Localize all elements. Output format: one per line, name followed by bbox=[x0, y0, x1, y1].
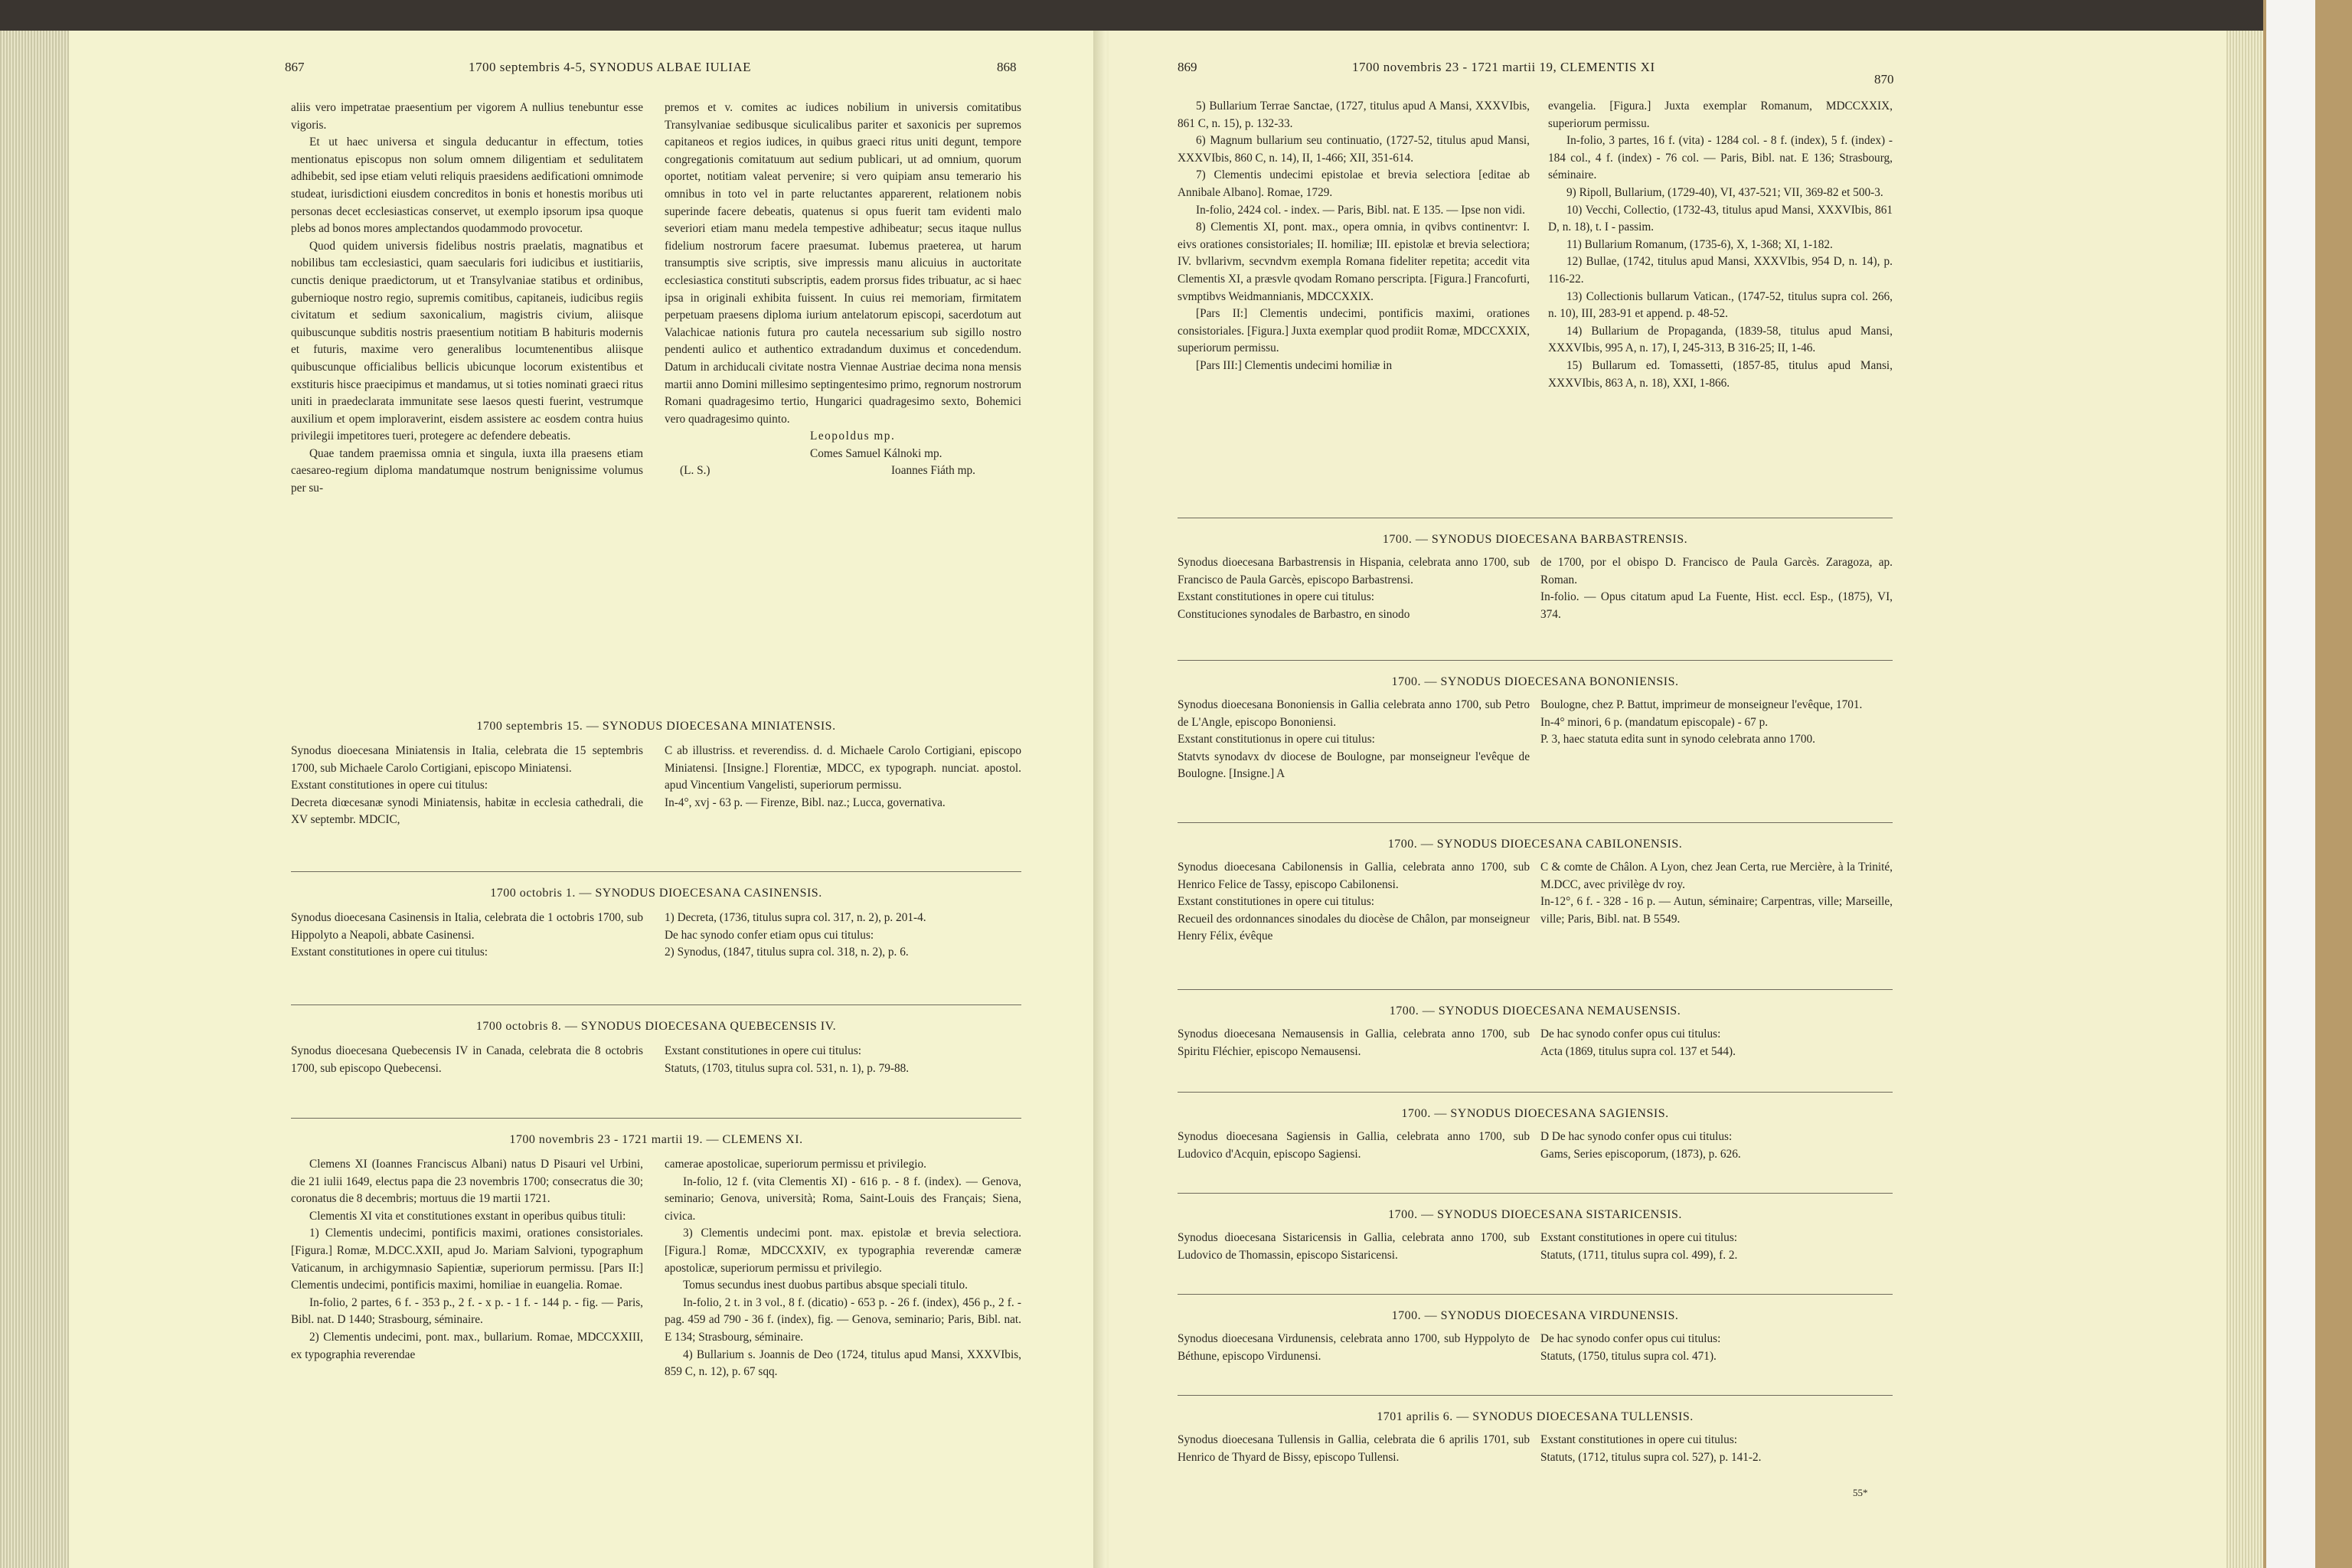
divider bbox=[1178, 1092, 1893, 1093]
paragraph: In-folio, 3 partes, 16 f. (vita) - 1284 col. - 8 f. (index), 5 f. (index) - 184 col., 4 f. (index) - 76 col. — Paris, Bibl. nat. E 136; Strasbourg, séminaire. bbox=[1548, 134, 1893, 182]
section-title-tullensis: 1701 aprilis 6. — SYNODUS DIOECESANA TULLENSIS. bbox=[1377, 1410, 1694, 1423]
paragraph: evangelia. [Figura.] Juxta exemplar Romanum, MDCCXXIX, superiorum permissu. bbox=[1548, 100, 1893, 130]
page-number-868: 868 bbox=[997, 60, 1017, 74]
paragraph: 6) Magnum bullarium seu continuatio, (1727-52, titulus apud Mansi, XXXVIbis, 860 C, n. 14), II, 1-466; XII, 351-614. bbox=[1178, 134, 1530, 165]
section-text: Synodus dioecesana Nemausensis in Gallia, celebrata anno 1700, sub Spiritu Fléchier, episcopo Nemausensi. bbox=[1178, 1027, 1530, 1058]
section-text: Synodus dioecesana Sagiensis in Gallia, celebrata anno 1700, sub Ludovico d'Acquin, episcopo Sagiensi. bbox=[1178, 1130, 1530, 1161]
left-upper-col-b bbox=[665, 100, 1021, 480]
section-text: Synodus dioecesana Barbastrensis in Hispania, celebrata anno 1700, sub Francisco de Paula Garcès, episcopo Barbastrensi. Exstant constitutiones in opere cui titulus: Constituciones synodales de Barbastro, en sinodo bbox=[1178, 556, 1530, 621]
paragraph: 4) Bullarium s. Joannis de Deo (1724, titulus apud Mansi, XXXVIbis, 859 C, n. 12), p. 67 sqq. bbox=[665, 1348, 1021, 1379]
section-text: Boulogne, chez P. Battut, imprimeur de monseigneur l'evêque, 1701. In-4° minori, 6 p. (mandatum episcopale) - 67 p. P. 3, haec statuta edita sunt in synodo celebrata anno 1700. bbox=[1540, 698, 1863, 746]
cover-paper bbox=[2266, 0, 2315, 1568]
paragraph: premos et v. comites ac iudices nobilium in universis comitatibus Transylvaniae sedibusque siculicalibus pariter et saxonicis per supremos capitaneos et regios iudices, in quibus graeci ritus uniti degunt, tempore congregationis comitatuum aut sedium publicari, ut ad omnium, quorum oportet, notitiam valeat pervenire; si vero quipiam ansu temerario his omnibus in toto vel in parte reluctantes apparerent, relationem nobis superinde facere debeatis, quatenus si opus fuerit tam evidenti malo severiori etiam manu medela tempestive adhibeatur; secus itaque nullus fidelium nostrorum facere praesumat. Iubemus praeterea, ut harum transumptis sive scriptis, sive impressis manu alicuius in auctoritate ecclesiastica constituti subscriptis, eadem prorsus fides tribuatur, ac si haec ipsa in originali exhibita fuissent. In cuius rei memoriam, firmitatem perpetuam praesens diploma iurium antelatorum episcopi, sacerdotum aut Valachicae nationis futura pro cautela necessarium sub sigillo nostro pendenti aulico et authentico extradandum duximus et concedendum. Datum in archiducali civitate nostra Viennae Austriae decima nona mensis martii anno Domini millesimo septingentesimo primo, regnorum nostrorum Romani quadragesimo tertio, Hungarici quadragesimo sexto, Bohemici vero quadragesimo quinto. bbox=[665, 101, 1021, 426]
paragraph: In-folio, 2 partes, 6 f. - 353 p., 2 f. - x p. - 1 f. - 144 p. - fig. — Paris, Bibl. nat. D 1440; Strasbourg, séminaire. bbox=[291, 1295, 643, 1327]
signature-fiath: Ioannes Fiáth mp. bbox=[890, 464, 975, 478]
section-title-sagiensis: 1700. — SYNODUS DIOECESANA SAGIENSIS. bbox=[1401, 1107, 1669, 1120]
paragraph: In-folio, 2424 col. - index. — Paris, Bibl. nat. E 135. — Ipse non vidi. bbox=[1196, 203, 1525, 217]
section-title-cabilonensis: 1700. — SYNODUS DIOECESANA CABILONENSIS. bbox=[1387, 838, 1683, 851]
paragraph: 9) Ripoll, Bullarium, (1729-40), VI, 437-521; VII, 369-82 et 500-3. bbox=[1566, 185, 1883, 199]
page-number-869: 869 bbox=[1178, 60, 1197, 74]
divider bbox=[291, 871, 1021, 872]
locus-sigilli: (L. S.) bbox=[680, 464, 710, 478]
section-text: D De hac synodo confer opus cui titulus: Gams, Series episcoporum, (1873), p. 626. bbox=[1540, 1130, 1741, 1161]
signature-mark: 55* bbox=[1853, 1487, 1868, 1498]
paragraph: 5) Bullarium Terrae Sanctae, (1727, titulus apud A Mansi, XXXVIbis, 861 C, n. 15), p. 132-33. bbox=[1178, 100, 1530, 130]
paragraph: 15) Bullarum ed. Tomassetti, (1857-85, titulus apud Mansi, XXXVIbis, 863 A, n. 18), XXI, 1-866. bbox=[1548, 358, 1893, 390]
paragraph: 7) Clementis undecimi epistolae et brevia selectiora [editae ab Annibale Albano]. Romae, 1729. bbox=[1178, 168, 1530, 199]
paragraph: 12) Bullae, (1742, titulus apud Mansi, XXXVIbis, 954 D, n. 14), p. 116-22. bbox=[1548, 255, 1893, 286]
section-title-casinensis: 1700 octobris 1. — SYNODUS DIOECESANA CASINENSIS. bbox=[490, 887, 822, 900]
section-title-clemens: 1700 novembris 23 - 1721 martii 19. — CLEMENS XI. bbox=[509, 1133, 803, 1146]
divider bbox=[1178, 822, 1893, 823]
section-text: Synodus dioecesana Bononiensis in Gallia celebrata anno 1700, sub Petro de L'Angle, episcopo Bononiensi. Exstant constitutionus in opere cui titulus: Statvts synodavx dv diocese de Boulogne, par monseigneur l'evêque de Boulogne. [Insigne.] A bbox=[1178, 698, 1530, 781]
section-title-virdunensis: 1700. — SYNODUS DIOECESANA VIRDUNENSIS. bbox=[1391, 1309, 1679, 1322]
signature-kalnoki: Comes Samuel Kálnoki mp. bbox=[810, 446, 942, 460]
paragraph: 1) Clementis undecimi, pontificis maximi, orationes consistoriales. [Figura.] Romæ, M.DCC.XXII, apud Jo. Mariam Salvioni, typographum Vaticanum, in archigymnasio Sapientiæ, superiorum permissu. [Pars II:] Clementis undecimi, pontificis maximi, homiliae in euangelia. Romae. bbox=[291, 1227, 643, 1292]
paragraph: 14) Bullarium de Propaganda, (1839-58, titulus apud Mansi, XXXVIbis, 995 A, n. 17), I, 245-313, B 316-25; II, 1-46. bbox=[1548, 324, 1893, 355]
clemens-col-b bbox=[665, 1156, 1021, 1381]
paragraph: Et ut haec universa et singula deducantur in effectum, toties mentionatus episcopus non solum omnem diligentiam et sedulitatem adhibebit, sed ipse etiam veluti reliquis praesidens aedificationi omnimode studeat, iurisdictioni eiusdem concreditos in bonis et honestis moribus uti personas decet ecclesiasticas conservet, ut exemplo ipsorum ipsa quoque plebs ad bonos mores amplectandos quodammodo provocetur. bbox=[291, 136, 643, 236]
section-text: C & comte de Châlon. A Lyon, chez Jean Certa, rue Mercière, à la Trinité, M.DCC, avec privilège dv roy. In-12°, 6 f. - 328 - 16 p. — Autun, séminaire; Carpentras, ville; Marseille, ville; Paris, Bibl. nat. B 5549. bbox=[1540, 861, 1893, 926]
section-text: C ab illustriss. et reverendiss. d. d. Michaele Carolo Cortigiani, episcopo Miniatensi. [Insigne.] Florentiæ, MDCC, ex typograph. nunciat. apostol. apud Vincentium Vangelisti, superiorum permissu. In-4°, xvj - 63 p. — Firenze, Bibl. naz.; Lucca, governativa. bbox=[665, 744, 1021, 809]
divider bbox=[1178, 660, 1893, 661]
divider bbox=[291, 1118, 1021, 1119]
right-top-col-b bbox=[1548, 98, 1893, 392]
section-text: Synodus dioecesana Quebecensis IV in Canada, celebrata die 8 octobris 1700, sub episcopo Quebecensi. bbox=[291, 1044, 643, 1075]
paragraph: 11) Bullarium Romanum, (1735-6), X, 1-368; XI, 1-182. bbox=[1566, 237, 1833, 251]
left-upper-col-a bbox=[291, 100, 643, 498]
divider bbox=[1178, 1395, 1893, 1396]
section-text: Synodus dioecesana Miniatensis in Italia, celebrata die 15 septembris 1700, sub Michaele Carolo Cortigiani, episcopo Miniatensi. Exstant constitutiones in opere cui titulus: Decreta diœcesanæ synodi Miniatensis, habitæ in ecclesia cathedrali, die XV septembr. MDCIC, bbox=[291, 744, 643, 827]
clemens-col-a bbox=[291, 1156, 643, 1364]
page-number-867: 867 bbox=[285, 60, 305, 74]
section-text: de 1700, por el obispo D. Francisco de Paula Garcès. Zaragoza, ap. Roman. In-folio. — Opus citatum apud La Fuente, Hist. eccl. Esp., (1875), VI, 374. bbox=[1540, 556, 1893, 621]
section-text: Exstant constitutiones in opere cui titulus: Statuts, (1711, titulus supra col. 499), f. 2. bbox=[1540, 1231, 1738, 1262]
section-title-barbastrensis: 1700. — SYNODUS DIOECESANA BARBASTRENSIS. bbox=[1382, 533, 1688, 546]
divider bbox=[1178, 1193, 1893, 1194]
paragraph: Quod quidem universis fidelibus nostris praelatis, magnatibus et nobilibus tam ecclesiastici, quam saecularis fori iudicibus et iustitiariis, cunctis denique praedictorum, ut et Transylvaniae statibus et ordinibus, gubernioque nostro regio, supremis comitibus, capitaneis, iudicibus regiis civitatum et sedium saxonicalium, magistris civium, aliisque quibuscunque subditis nostris praesentium notitiam B habituris modernis et futuris, maxime vero generalibus locumtenentibus aliisque quibuscunque officialibus bellicis ubicunque locorum existentibus et exstituris hisce praecipimus et mandamus, ut si toties nominati graeci ritus uniti in praedeclarata immunitate sese laesos questi fuerint, vestrumque auxilium et opem imploraverint, eisdem assistere ac eosdem contra huius privilegii impetitores tueri, protegere ac defendere debeatis. bbox=[291, 239, 643, 443]
paragraph: aliis vero impetratae praesentium per vigorem A nullius tenebuntur esse vigoris. bbox=[291, 101, 643, 132]
section-text: 1) Decreta, (1736, titulus supra col. 317, n. 2), p. 201-4. De hac synodo confer etiam opus cui titulus: 2) Synodus, (1847, titulus supra col. 318, n. 2), p. 6. bbox=[665, 911, 926, 959]
section-title-sistaricensis: 1700. — SYNODUS DIOECESANA SISTARICENSIS. bbox=[1388, 1208, 1682, 1221]
signature-line bbox=[665, 462, 1021, 480]
section-title-nemausensis: 1700. — SYNODUS DIOECESANA NEMAUSENSIS. bbox=[1389, 1004, 1681, 1018]
section-text: Synodus dioecesana Tullensis in Gallia, celebrata die 6 aprilis 1701, sub Henrico de Thyard de Bissy, episcopo Tullensi. bbox=[1178, 1433, 1530, 1464]
paragraph: camerae apostolicae, superiorum permissu et privilegio. bbox=[665, 1158, 926, 1171]
section-text: Synodus dioecesana Casinensis in Italia, celebrata die 1 octobris 1700, sub Hippolyto a Neapoli, abbate Casinensi. Exstant constitutiones in opere cui titulus: bbox=[291, 911, 643, 959]
section-text: Exstant constitutiones in opere cui titulus: Statuts, (1712, titulus supra col. 527), p. 141-2. bbox=[1540, 1433, 1762, 1464]
paragraph: Clemens XI (Ioannes Franciscus Albani) natus D Pisauri vel Urbini, die 21 iulii 1649, electus papa die 23 novembris 1700; consecratus die 30; coronatus die 8 decembris; mortuus die 19 martii 1721. bbox=[291, 1158, 643, 1206]
section-title-quebecensis: 1700 octobris 8. — SYNODUS DIOECESANA QUEBECENSIS IV. bbox=[475, 1020, 837, 1033]
paragraph: [Pars III:] Clementis undecimi homiliæ in bbox=[1196, 358, 1393, 372]
running-head-left: 1700 septembris 4-5, SYNODUS ALBAE IULIAE bbox=[469, 60, 751, 74]
page-number-870: 870 bbox=[1874, 72, 1894, 87]
paragraph: 10) Vecchi, Collectio, (1732-43, titulus apud Mansi, XXXVIbis, 861 D, n. 18), t. I - passim. bbox=[1548, 203, 1893, 234]
paragraph: Clementis XI vita et constitutiones exstant in operibus quibus tituli: bbox=[309, 1209, 626, 1223]
signature-leopold: Leopoldus mp. bbox=[810, 430, 896, 443]
left-page-edges bbox=[0, 31, 70, 1568]
divider bbox=[291, 1004, 1021, 1005]
top-shadow bbox=[0, 0, 2266, 31]
section-text: Exstant constitutiones in opere cui titulus: Statuts, (1703, titulus supra col. 531, n. 1), p. 79-88. bbox=[665, 1044, 910, 1075]
running-head-right: 1700 novembris 23 - 1721 martii 19, CLEMENTIS XI bbox=[1352, 60, 1655, 74]
divider bbox=[1178, 1294, 1893, 1295]
section-text: De hac synodo confer opus cui titulus: Acta (1869, titulus supra col. 137 et 544). bbox=[1540, 1027, 1736, 1058]
section-text: Synodus dioecesana Virdunensis, celebrata anno 1700, sub Hyppolyto de Béthune, episcopo Virdunensi. bbox=[1178, 1332, 1530, 1363]
right-page-edges bbox=[2226, 31, 2263, 1568]
paragraph: 8) Clementis XI, pont. max., opera omnia, in qvibvs continentvr: I. eivs orationes consistoriales; II. homiliæ; III. epistolæ et brevia selectiora; IV. bvllarivm, secvndvm exempla Romana fideliter repetita; accedit vita Clementis XI, a præsvle qvodam Romano perscripta. [Figura.] Francofurti, svmptibvs Weidmannianis, MDCCXXIX. bbox=[1178, 220, 1530, 303]
paragraph: Quae tandem praemissa omnia et singula, iuxta illa praesens etiam caesareo-regium diploma mandatumque nostrum benignissime volumus per su- bbox=[291, 446, 643, 495]
right-top-col-a bbox=[1178, 98, 1530, 375]
section-text: Synodus dioecesana Cabilonensis in Gallia, celebrata anno 1700, sub Henrico Felice de Tassy, episcopo Cabilonensi. Exstant constitutiones in opere cui titulus: Recueil des ordonnances sinodales du diocèse de Châlon, par monseigneur Henry Félix, évêque bbox=[1178, 861, 1530, 943]
section-text: Synodus dioecesana Sistaricensis in Gallia, celebrata anno 1700, sub Ludovico de Thomassin, episcopo Sistaricensi. bbox=[1178, 1231, 1530, 1262]
section-title-bononiensis: 1700. — SYNODUS DIOECESANA BONONIENSIS. bbox=[1391, 675, 1679, 688]
section-title-miniatensis: 1700 septembris 15. — SYNODUS DIOECESANA MINIATENSIS. bbox=[476, 720, 836, 733]
paragraph: In-folio, 2 t. in 3 vol., 8 f. (dicatio) - 653 p. - 26 f. (index), 456 p., 2 f. - pag. 459 ad 790 - 36 f. (index), fig. — Genova, seminario; Paris, Bibl. nat. E 134; Strasbourg, séminaire. bbox=[665, 1295, 1021, 1344]
paragraph: In-folio, 12 f. (vita Clementis XI) - 616 p. - 8 f. (index). — Genova, seminario; Genova, università; Roma, Saint-Louis des Français; Siena, civica. bbox=[665, 1174, 1021, 1223]
section-text: De hac synodo confer opus cui titulus: Statuts, (1750, titulus supra col. 471). bbox=[1540, 1332, 1721, 1363]
paragraph: Tomus secundus inest duobus partibus absque speciali titulo. bbox=[683, 1279, 968, 1292]
paragraph: [Pars II:] Clementis undecimi, pontificis maximi, orationes consistoriales. [Figura.] Juxta exemplar quod prodiit Romæ, MDCCXXIX, superiorum permissu. bbox=[1178, 307, 1530, 355]
paragraph: 2) Clementis undecimi, pont. max., bullarium. Romae, MDCCXXIII, ex typographia reverendae bbox=[291, 1330, 643, 1361]
paragraph: 13) Collectionis bullarum Vatican., (1747-52, titulus supra col. 266, n. 10), III, 283-91 et append. p. 48-52. bbox=[1548, 289, 1893, 321]
divider bbox=[1178, 989, 1893, 990]
paragraph: 3) Clementis undecimi pont. max. epistolæ et brevia selectiora. [Figura.] Romæ, MDCCXXIV, ex typographia reverendæ cameræ apostolicæ, superiorum permissu et privilegio. bbox=[665, 1227, 1021, 1275]
